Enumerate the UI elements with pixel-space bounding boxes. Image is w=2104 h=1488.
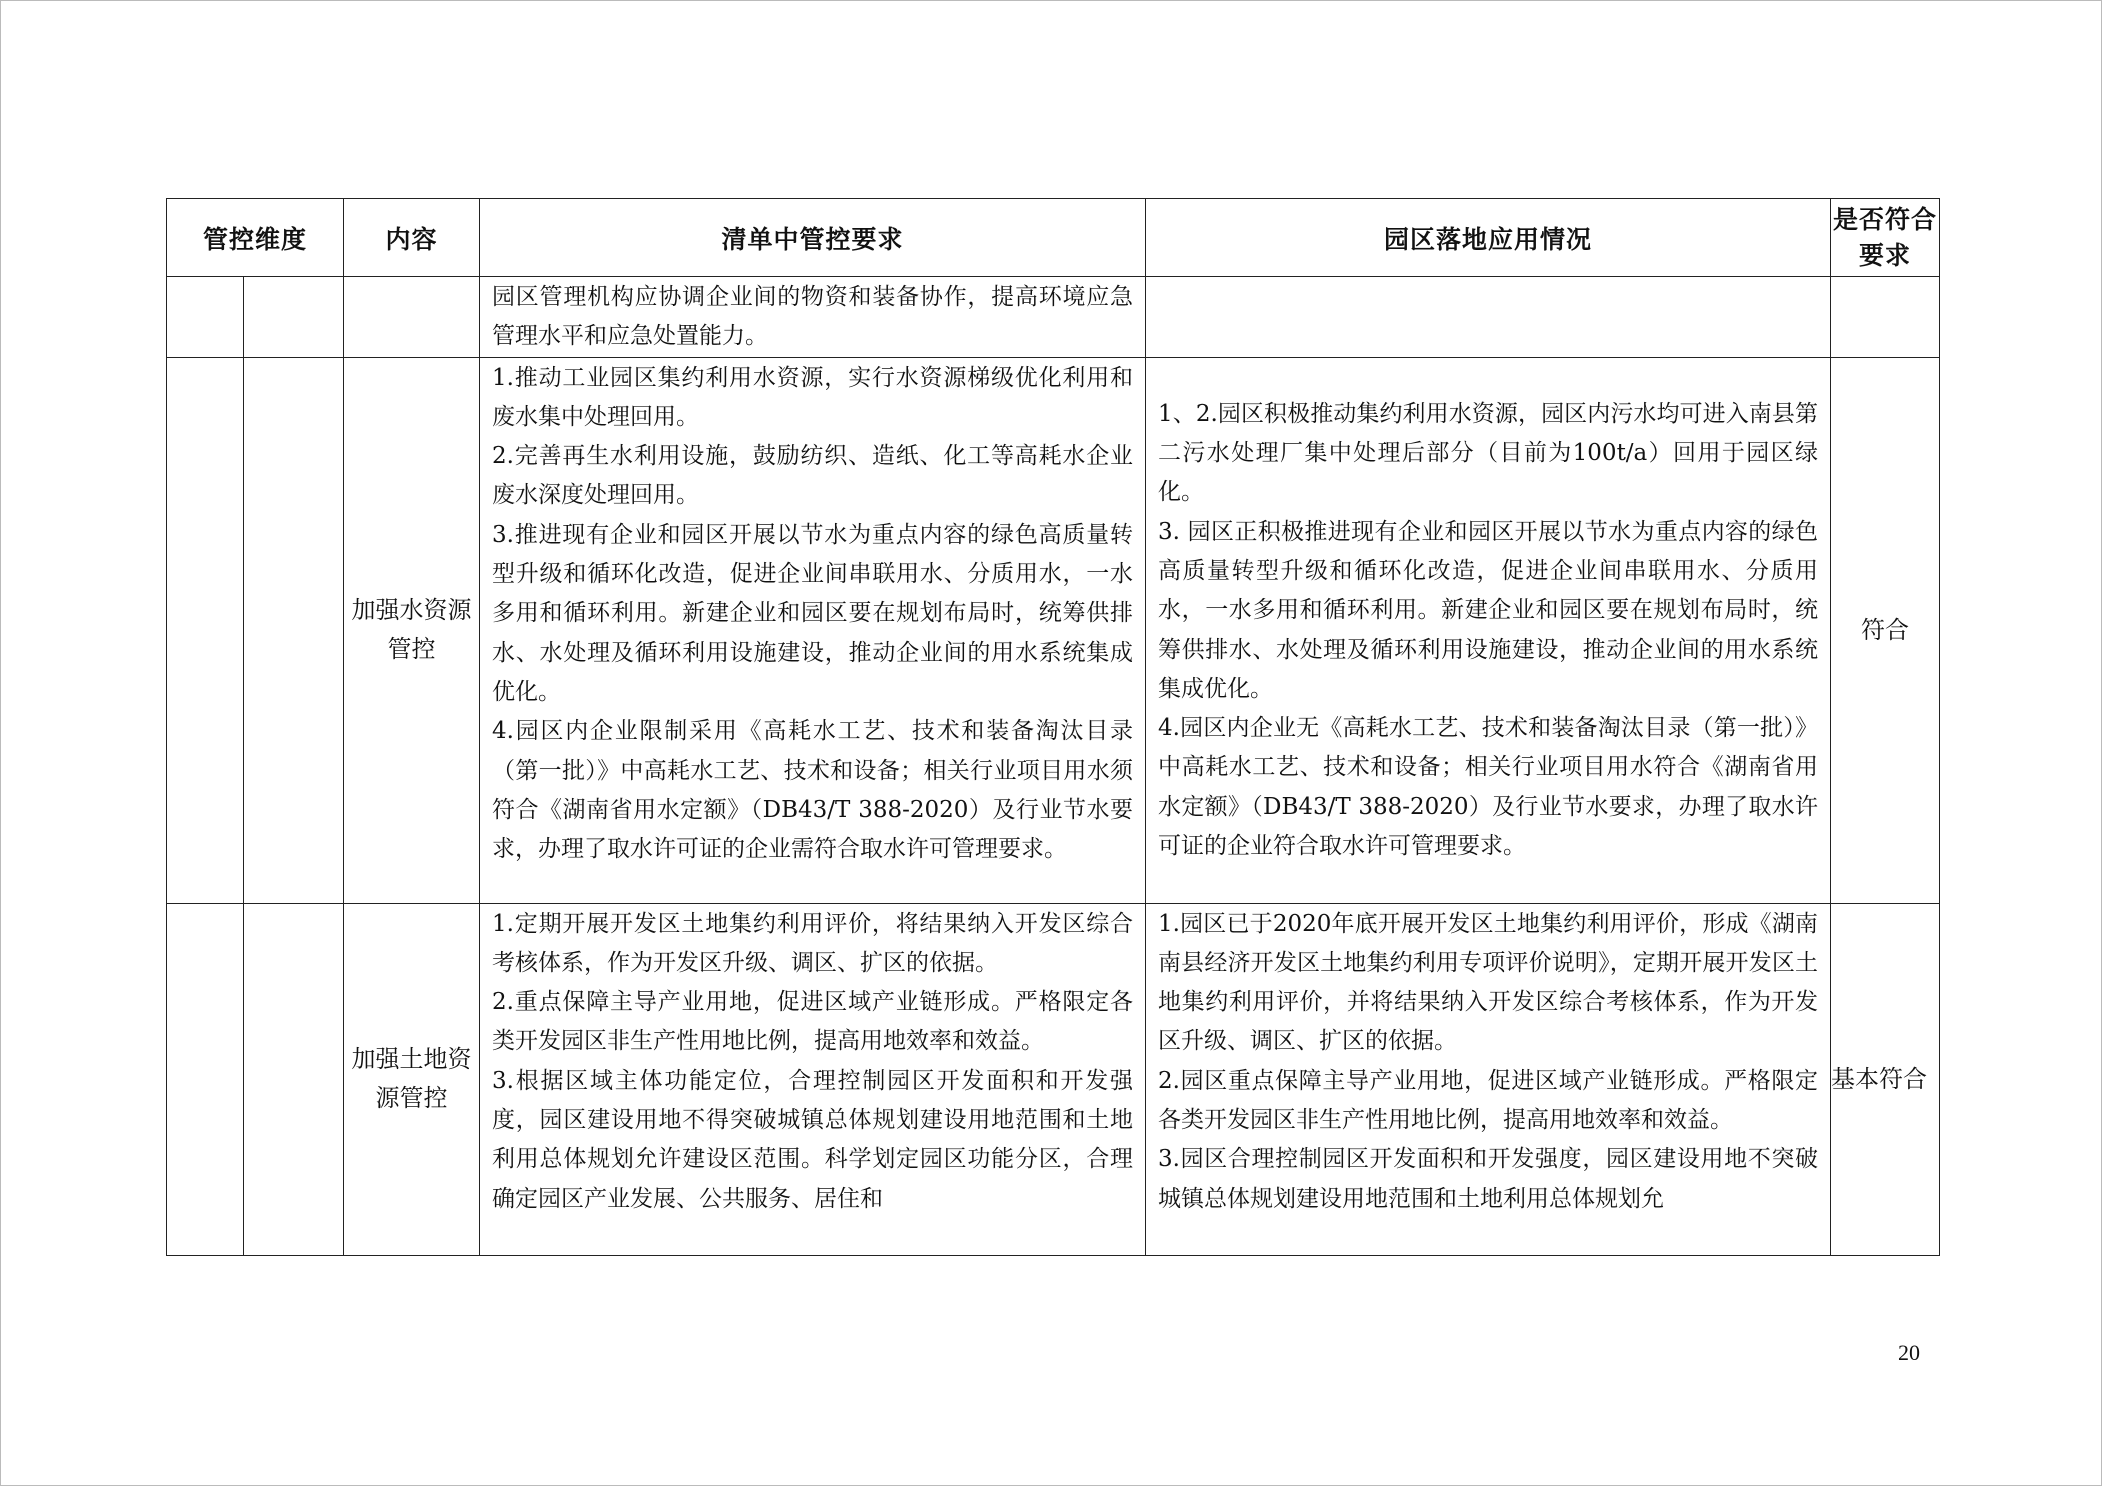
requirement-paragraph: 2.完善再生水利用设施，鼓励纺织、造纸、化工等高耗水企业废水深度处理回用。 bbox=[492, 443, 1134, 509]
requirement-cell bbox=[480, 357, 1146, 903]
compliance-cell bbox=[1831, 277, 1940, 358]
header-compliance: 是否符合要求 bbox=[1831, 199, 1940, 277]
application-cell bbox=[1146, 903, 1831, 1255]
page-number: 20 bbox=[1898, 1340, 1920, 1365]
requirement-paragraph: 3.根据区域主体功能定位，合理控制园区开发面积和开发强度，园区建设用地不得突破城镇总体规划建设用地范围和土地利用总体规划允许建设区范围。科学划定园区功能分区，合理确定园区产业发展、公共服务、居住和 bbox=[492, 1067, 1134, 1212]
application-cell bbox=[1146, 357, 1831, 903]
dimension-cell bbox=[167, 357, 244, 903]
sub-dimension-cell bbox=[244, 357, 344, 903]
table-row bbox=[167, 277, 1940, 358]
table-row bbox=[167, 357, 1940, 903]
application-paragraph: 3.园区合理控制园区开发面积和开发强度，园区建设用地不突破城镇总体规划建设用地范围和土地利用总体规划允 bbox=[1158, 1146, 1819, 1212]
content-cell: 加强土地资源管控 bbox=[344, 903, 480, 1255]
header-application: 园区落地应用情况 bbox=[1146, 199, 1831, 277]
application-cell bbox=[1146, 277, 1831, 358]
requirement-paragraph: 2.重点保障主导产业用地，促进区域产业链形成。严格限定各类开发园区非生产性用地比例，提高用地效率和效益。 bbox=[492, 989, 1134, 1055]
compliance-cell: 符合 bbox=[1831, 357, 1940, 903]
compliance-cell: 基本符合 bbox=[1831, 903, 1940, 1255]
application-paragraph: 1.园区已于2020年底开展开发区土地集约利用评价，形成《湖南南县经济开发区土地集约利用专项评价说明》，定期开展开发区土地集约利用评价，并将结果纳入开发区综合考核体系，作为开发区升级、调区、扩区的依据。 bbox=[1158, 910, 1819, 1055]
requirement-cell bbox=[480, 277, 1146, 358]
header-content: 内容 bbox=[344, 199, 480, 277]
table-row bbox=[167, 903, 1940, 1255]
requirement-cell bbox=[480, 903, 1146, 1255]
application-paragraph: 3. 园区正积极推进现有企业和园区开展以节水为重点内容的绿色高质量转型升级和循环化改造，促进企业间串联用水、分质用水，一水多用和循环利用。新建企业和园区要在规划布局时，统筹供排水、水处理及循环利用设施建设，推动企业间的用水系统集成优化。 bbox=[1158, 518, 1819, 702]
dimension-cell bbox=[167, 903, 244, 1255]
dimension-cell bbox=[167, 277, 244, 358]
application-paragraph: 1、2.园区积极推动集约利用水资源，园区内污水均可进入南县第二污水处理厂集中处理后部分（目前为100t/a）回用于园区绿化。 bbox=[1158, 400, 1819, 506]
requirement-paragraph: 4.园区内企业限制采用《高耗水工艺、技术和装备淘汰目录（第一批）》中高耗水工艺、技术和设备；相关行业项目用水须符合《湖南省用水定额》（DB43/T 388-2020）及行业节水要求，办理了取水许可证的企业需符合取水许可管理要求。 bbox=[492, 718, 1134, 863]
header-dimension: 管控维度 bbox=[167, 199, 344, 277]
sub-dimension-cell bbox=[244, 903, 344, 1255]
control-table bbox=[166, 198, 1940, 1256]
requirement-paragraph: 1.定期开展开发区土地集约利用评价，将结果纳入开发区综合考核体系，作为开发区升级、调区、扩区的依据。 bbox=[492, 910, 1134, 976]
content-cell bbox=[344, 277, 480, 358]
application-paragraph: 2.园区重点保障主导产业用地，促进区域产业链形成。严格限定各类开发园区非生产性用地比例，提高用地效率和效益。 bbox=[1158, 1067, 1819, 1134]
application-paragraph: 4.园区内企业无《高耗水工艺、技术和装备淘汰目录（第一批）》中高耗水工艺、技术和设备；相关行业项目用水符合《湖南省用水定额》（DB43/T 388-2020）及行业节水要求，办理了取水许可证的企业符合取水许可管理要求。 bbox=[1158, 715, 1819, 860]
header-row bbox=[167, 199, 1940, 277]
requirement-paragraph: 3.推进现有企业和园区开展以节水为重点内容的绿色高质量转型升级和循环化改造，促进企业间串联用水、分质用水，一水多用和循环利用。新建企业和园区要在规划布局时，统筹供排水、水处理及循环利用设施建设，推动企业间的用水系统集成优化。 bbox=[492, 521, 1134, 705]
requirement-paragraph: 1.推动工业园区集约利用水资源，实行水资源梯级优化利用和废水集中处理回用。 bbox=[492, 364, 1134, 430]
header-requirement: 清单中管控要求 bbox=[480, 199, 1146, 277]
sub-dimension-cell bbox=[244, 277, 344, 358]
requirement-paragraph: 园区管理机构应协调企业间的物资和装备协作，提高环境应急管理水平和应急处置能力。 bbox=[492, 284, 1134, 350]
content-cell: 加强水资源管控 bbox=[344, 357, 480, 903]
